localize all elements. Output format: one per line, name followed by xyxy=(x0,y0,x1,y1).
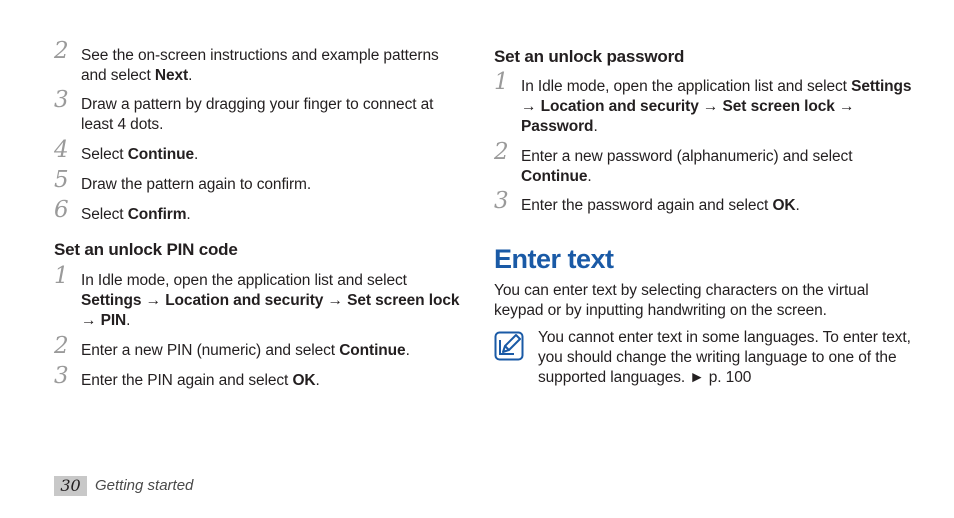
step-number: 2 xyxy=(494,139,509,165)
text-run: Enter the password again and select xyxy=(521,197,773,214)
step-number: 1 xyxy=(54,263,69,289)
step-number: 2 xyxy=(54,333,69,359)
bold-term: OK xyxy=(772,197,796,214)
text-run: . xyxy=(315,372,320,389)
step-number: 1 xyxy=(494,69,509,95)
step-text xyxy=(81,271,464,331)
bold-term: Settings xyxy=(851,78,912,95)
bold-term: Confirm xyxy=(127,206,187,223)
text-run: Enter the PIN again and select xyxy=(81,372,293,389)
text-run: Select xyxy=(81,146,128,163)
text-run: . xyxy=(405,342,410,359)
text-run: → xyxy=(141,292,166,309)
text-run: . xyxy=(126,312,131,329)
section-title: Enter text xyxy=(494,244,614,274)
text-run: → xyxy=(81,312,101,329)
bold-term: Next xyxy=(154,67,189,84)
bold-term: Set screen lock xyxy=(347,292,460,309)
step-text xyxy=(521,147,914,187)
step-number: 2 xyxy=(54,38,69,64)
step-text xyxy=(81,205,464,225)
step-number: 3 xyxy=(494,188,509,214)
step-text xyxy=(81,371,464,391)
text-run: . xyxy=(587,168,592,185)
text-run: In Idle mode, open the application list and select xyxy=(521,78,852,95)
bold-term: Continue xyxy=(127,146,195,163)
step-text xyxy=(81,175,464,195)
page-number: 30 xyxy=(54,476,87,496)
bold-term: Password xyxy=(521,118,594,135)
bold-term: Continue xyxy=(339,342,406,359)
section-paragraph: You can enter text by selecting characters on the virtual keypad or by inputting handwriting on the screen. xyxy=(494,282,869,319)
password-heading: Set an unlock password xyxy=(494,47,685,66)
step-text xyxy=(521,77,914,137)
bold-term: Set screen lock xyxy=(722,98,835,115)
text-run: Draw the pattern again to confirm. xyxy=(81,176,312,193)
note-text: You cannot enter text in some languages. To enter text, you should change the writing language to one of the supported languages. ► p. 100 xyxy=(538,329,911,386)
text-run: . xyxy=(188,67,193,84)
step-text xyxy=(521,196,914,216)
text-run: Enter a new password (alphanumeric) and select xyxy=(521,148,853,165)
pin-heading: Set an unlock PIN code xyxy=(54,240,238,259)
step-number: 4 xyxy=(54,137,69,163)
bold-term: Location and security xyxy=(540,98,699,115)
step-number: 5 xyxy=(54,167,69,193)
bold-term: OK xyxy=(292,372,316,389)
bold-term: Continue xyxy=(521,168,588,185)
text-run: Enter a new PIN (numeric) and select xyxy=(81,342,340,359)
bold-term: Settings xyxy=(81,292,142,309)
step-number: 3 xyxy=(54,87,69,113)
text-run: → xyxy=(323,292,348,309)
step-text xyxy=(81,95,464,135)
text-run: → xyxy=(698,98,723,115)
text-run: See the on-screen instructions and example patterns and select xyxy=(81,47,439,84)
text-run: → xyxy=(834,98,855,115)
text-run: . xyxy=(186,206,191,223)
text-run: Draw a pattern by dragging your finger to connect at least 4 dots. xyxy=(81,96,434,133)
text-run: . xyxy=(194,146,199,163)
bold-term: Location and security xyxy=(165,292,324,309)
text-run: Select xyxy=(81,206,128,223)
footer-section-label: Getting started xyxy=(95,477,194,494)
step-text xyxy=(81,145,464,165)
text-run: . xyxy=(795,197,800,214)
text-run: . xyxy=(593,118,598,135)
step-number: 3 xyxy=(54,363,69,389)
bold-term: PIN xyxy=(100,312,127,329)
text-run: → xyxy=(521,98,541,115)
text-run: In Idle mode, open the application list and select xyxy=(81,272,407,289)
note-pencil-icon xyxy=(494,331,524,361)
step-text xyxy=(81,341,464,361)
step-number: 6 xyxy=(54,197,69,223)
step-text xyxy=(81,46,464,86)
